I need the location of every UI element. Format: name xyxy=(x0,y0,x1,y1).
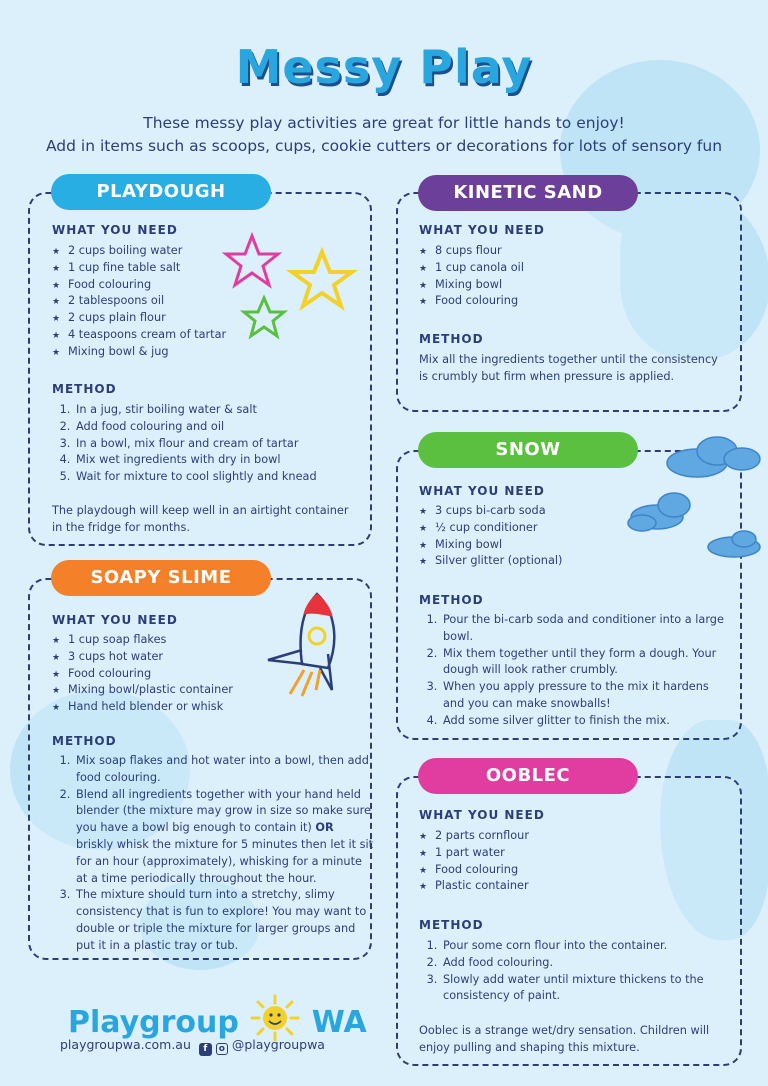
kinetic-need-list xyxy=(419,243,524,310)
star-bullet-icon: ★ xyxy=(52,297,61,308)
star-bullet-icon: ★ xyxy=(419,865,428,876)
ooblec-need-heading: WHAT YOU NEED xyxy=(419,808,545,822)
snow-method-list xyxy=(419,612,731,730)
social-handle[interactable]: @playgroupwa xyxy=(231,1037,325,1052)
soapy-slime-title: SOAPY SLIME xyxy=(51,560,271,596)
star-bullet-icon: ★ xyxy=(52,652,61,663)
star-bullet-icon: ★ xyxy=(52,263,61,274)
intro-text xyxy=(0,112,768,158)
star-bullet-icon: ★ xyxy=(419,507,428,517)
ingredient-item: ★ Mixing bowl xyxy=(419,277,524,294)
snow-title: SNOW xyxy=(418,432,638,468)
method-step: 2. Mix them together until they form a dough. Your dough will look rather crumbly. xyxy=(441,646,731,680)
ingredient-item: ★ 1 cup canola oil xyxy=(419,260,524,277)
playdough-method-list xyxy=(52,402,317,486)
ooblec-method-heading: METHOD xyxy=(419,918,484,932)
star-bullet-icon: ★ xyxy=(52,330,61,341)
ingredient-item: ★ Silver glitter (optional) xyxy=(419,553,562,570)
intro-line-1: These messy play activities are great for little hands to enjoy! xyxy=(143,114,625,132)
star-bullet-icon: ★ xyxy=(52,314,61,325)
ingredient-item: ★ 1 part water xyxy=(419,845,529,862)
ingredient-item: ★ 3 cups hot water xyxy=(52,649,233,666)
ooblec-title: OOBLEC xyxy=(418,758,638,794)
star-bullet-icon: ★ xyxy=(52,636,61,646)
playgroup-wa-logo xyxy=(68,994,367,1042)
soapy-method-heading: METHOD xyxy=(52,734,117,748)
method-step: 3. The mixture should turn into a stretchy, slimy consistency that is fun to explore! You may want to double or triple the mixture for larger groups and put it in a plastic tray or tub. xyxy=(74,887,374,954)
rocket-doodle xyxy=(262,590,352,700)
ingredient-item: ★ 1 cup soap flakes xyxy=(52,632,233,649)
stars-doodle xyxy=(222,230,362,345)
sun-icon xyxy=(249,994,301,1042)
ingredient-item: ★ 1 cup fine table salt xyxy=(52,260,226,277)
method-step: 4. Mix wet ingredients with dry in bowl xyxy=(74,452,317,469)
playdough-need-list xyxy=(52,243,226,361)
method-step: 3. In a bowl, mix flour and cream of tartar xyxy=(74,436,317,453)
star-bullet-icon: ★ xyxy=(52,669,61,680)
star-bullet-icon: ★ xyxy=(419,832,428,842)
star-bullet-icon: ★ xyxy=(52,280,61,291)
page-title: Messy Play xyxy=(235,40,533,94)
soapy-need-heading: WHAT YOU NEED xyxy=(52,613,178,627)
ingredient-item: ★ 2 parts cornflour xyxy=(419,828,529,845)
ingredient-item: ★ 2 cups plain flour xyxy=(52,310,226,327)
playdough-note: The playdough will keep well in an airtight container in the fridge for months. xyxy=(52,504,349,534)
star-bullet-icon: ★ xyxy=(419,523,428,534)
playdough-title: PLAYDOUGH xyxy=(51,174,271,210)
ingredient-item: ★ Hand held blender or whisk xyxy=(52,699,233,716)
playdough-method-heading: METHOD xyxy=(52,382,117,396)
ingredient-item: ★ Mixing bowl xyxy=(419,537,562,554)
website-link[interactable]: playgroupwa.com.au xyxy=(60,1037,191,1052)
instagram-icon[interactable]: o xyxy=(216,1043,228,1055)
star-bullet-icon: ★ xyxy=(419,247,428,257)
ingredient-item: ★ 4 teaspoons cream of tartar xyxy=(52,327,226,344)
method-step: 2. Add food colouring and oil xyxy=(74,419,317,436)
ingredient-item: ★ 2 tablespoons oil xyxy=(52,293,226,310)
star-bullet-icon: ★ xyxy=(419,557,428,568)
star-bullet-icon: ★ xyxy=(419,263,428,274)
snow-need-list xyxy=(419,503,562,570)
soapy-method-list xyxy=(52,753,374,955)
ooblec-note: Ooblec is a strange wet/dry sensation. Children will enjoy pulling and shaping this mixture. xyxy=(419,1024,710,1054)
ingredient-item: ★ 2 cups boiling water xyxy=(52,243,226,260)
star-bullet-icon: ★ xyxy=(52,347,61,358)
intro-line-2: Add in items such as scoops, cups, cookie cutters or decorations for lots of sensory fun xyxy=(45,137,723,155)
ooblec-need-list xyxy=(419,828,529,895)
clouds-doodle xyxy=(622,425,766,565)
method-step: 1. In a jug, stir boiling water & salt xyxy=(74,402,317,419)
star-bullet-icon: ★ xyxy=(52,247,61,257)
method-step: 5. Wait for mixture to cool slightly and knead xyxy=(74,469,317,486)
ingredient-item: ★ Food colouring xyxy=(419,862,529,879)
star-bullet-icon: ★ xyxy=(419,540,428,551)
ingredient-item: ★ 3 cups bi-carb soda xyxy=(419,503,562,520)
star-bullet-icon: ★ xyxy=(419,280,428,291)
kinetic-sand-title: KINETIC SAND xyxy=(418,175,638,211)
kinetic-method-text: Mix all the ingredients together until the consistency is crumbly but firm when pressure is applied. xyxy=(419,353,718,383)
snow-method-heading: METHOD xyxy=(419,593,484,607)
method-step: 2. Blend all ingredients together with your hand held blender (the mixture may grow in size so make sure you have a bowl big enough to contain it) OR briskly whisk the mixture for 5 minutes then let it sit for an hour (approximately), whisking for a minute at a time periodically throughout the hour. xyxy=(74,787,374,888)
method-step: 1. Pour some corn flour into the container. xyxy=(441,938,731,955)
star-bullet-icon: ★ xyxy=(52,686,61,697)
ooblec-method-list xyxy=(419,938,731,1005)
ingredient-item: ★ Food colouring xyxy=(419,293,524,310)
star-bullet-icon: ★ xyxy=(419,882,428,893)
method-step: 1. Mix soap flakes and hot water into a bowl, then add food colouring. xyxy=(74,753,374,787)
logo-text-right: WA xyxy=(311,1005,367,1040)
ingredient-item: ★ Mixing bowl & jug xyxy=(52,344,226,361)
logo-text-left: Playgroup xyxy=(68,1005,239,1040)
soapy-need-list xyxy=(52,632,233,716)
method-step: 4. Add some silver glitter to finish the mix. xyxy=(441,713,731,730)
star-bullet-icon: ★ xyxy=(419,848,428,859)
ingredient-item: ★ Food colouring xyxy=(52,666,233,683)
kinetic-need-heading: WHAT YOU NEED xyxy=(419,223,545,237)
snow-need-heading: WHAT YOU NEED xyxy=(419,484,545,498)
method-step: 2. Add food colouring. xyxy=(441,955,731,972)
ingredient-item: ★ Food colouring xyxy=(52,277,226,294)
ingredient-item: ★ Plastic container xyxy=(419,878,529,895)
footer-contact xyxy=(60,1037,325,1056)
ingredient-item: ★ ½ cup conditioner xyxy=(419,520,562,537)
facebook-icon[interactable]: f xyxy=(199,1043,212,1056)
playdough-need-heading: WHAT YOU NEED xyxy=(52,223,178,237)
star-bullet-icon: ★ xyxy=(419,297,428,308)
kinetic-method-heading: METHOD xyxy=(419,332,484,346)
ingredient-item: ★ Mixing bowl/plastic container xyxy=(52,682,233,699)
method-step: 3. When you apply pressure to the mix it hardens and you can make snowballs! xyxy=(441,679,731,713)
ingredient-item: ★ 8 cups flour xyxy=(419,243,524,260)
star-bullet-icon: ★ xyxy=(52,703,61,714)
method-step: 3. Slowly add water until mixture thickens to the consistency of paint. xyxy=(441,972,731,1006)
method-step: 1. Pour the bi-carb soda and conditioner into a large bowl. xyxy=(441,612,731,646)
